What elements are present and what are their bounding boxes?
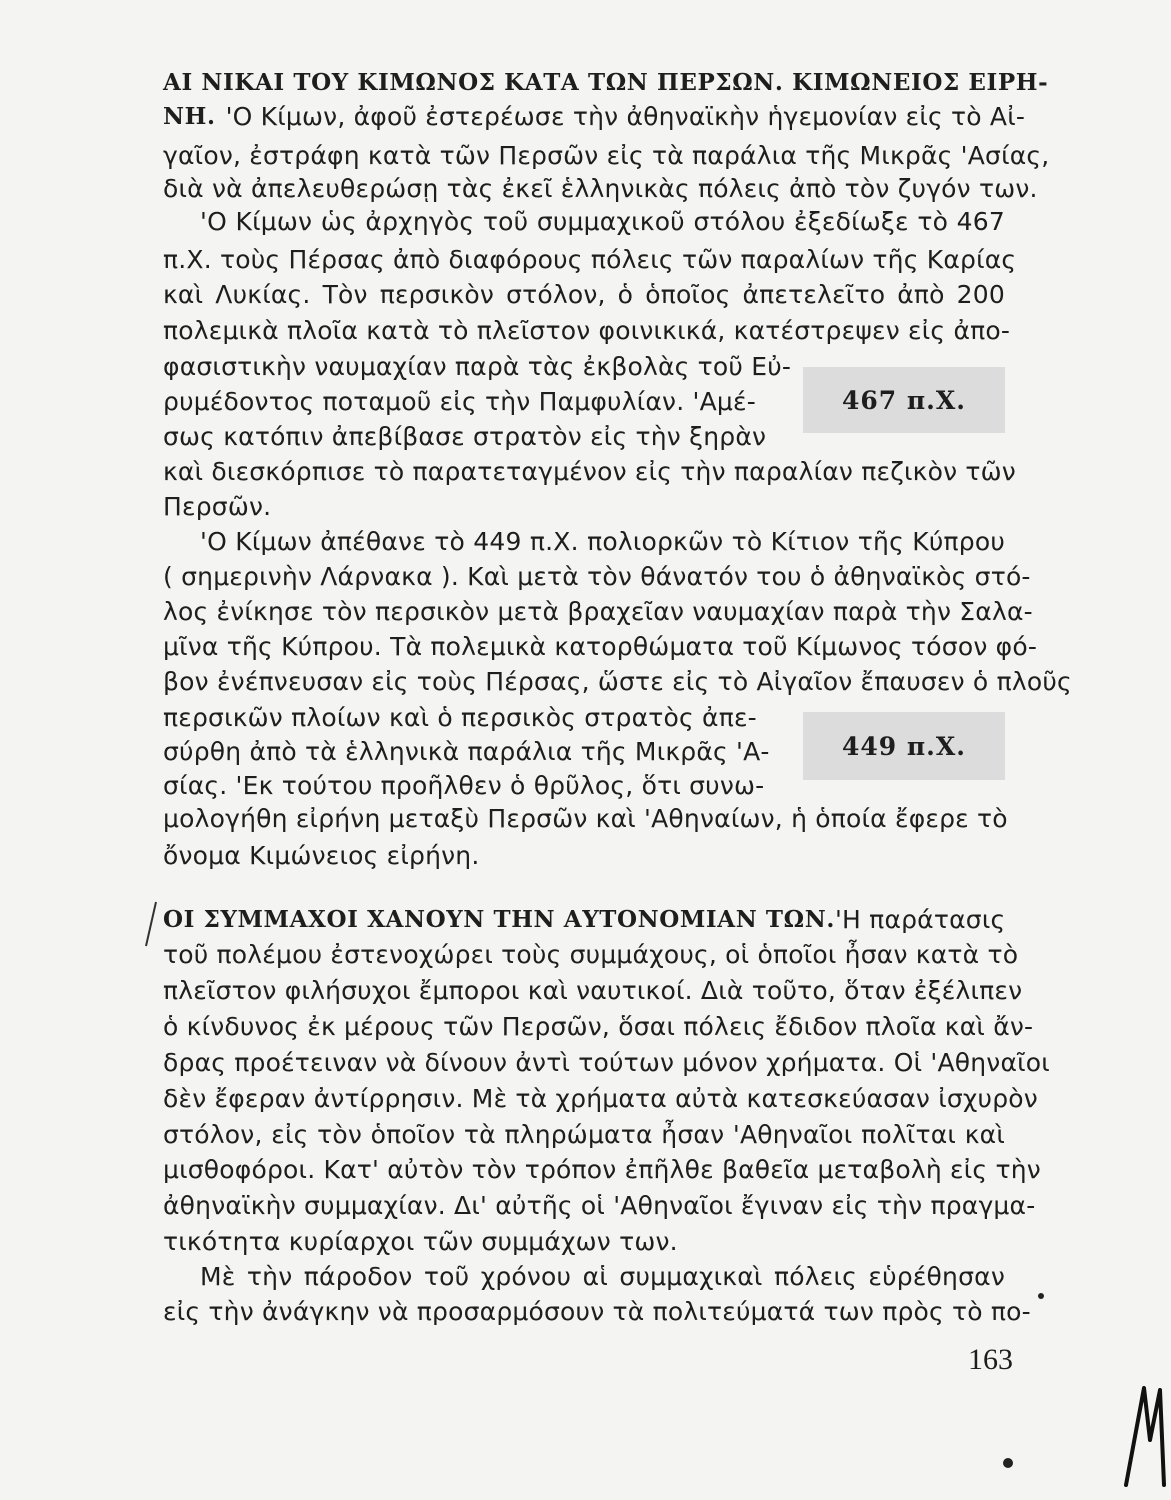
text-line: εἰς τὴν ἀνάγκην νὰ προσαρμόσουν τὰ πολιτεύματά των πρὸς τὸ πο- <box>163 1297 1031 1326</box>
text-line: Περσῶν. <box>163 492 272 521</box>
text-line: τοῦ πολέμου ἐστενοχώρει τοὺς συμμάχους, οἱ ὁποῖοι ἦσαν κατὰ τὸ <box>163 940 1019 969</box>
section-heading-1a: ΑΙ ΝΙΚΑΙ ΤΟΥ ΚΙΜΩΝΟΣ ΚΑΤΑ ΤΩΝ ΠΕΡΣΩΝ. ΚΙΜΩΝΕΙΟΣ ΕΙΡΗ- <box>163 69 1049 96</box>
text-line: καὶ διεσκόρπισε τὸ παρατεταγμένον εἰς τὴν παραλίαν πεζικὸν τῶν <box>163 457 1016 486</box>
page-number: 163 <box>968 1343 1013 1376</box>
text-line: δρας προέτειναν νὰ δίνουν ἀντὶ τούτων μόνον χρήματα. Οἱ 'Αθηναῖοι <box>163 1048 1050 1077</box>
text-line: μισθοφόροι. Κατ' αὐτὸν τὸν τρόπον ἐπῆλθε βαθεῖα μεταβολὴ εἰς τὴν <box>163 1155 1041 1184</box>
text-line: 'Η παράτασις <box>834 905 1006 934</box>
text-line: σίας. 'Εκ τούτου προῆλθεν ὁ θρῦλος, ὅτι συνω- <box>163 771 765 800</box>
text-line: τικότητα κυρίαρχοι τῶν συμμάχων των. <box>163 1227 678 1256</box>
text-line: πολεμικὰ πλοῖα κατὰ τὸ πλεῖστον φοινικικά, κατέστρεψεν εἰς ἀπο- <box>163 316 1011 345</box>
paragraph-line <box>163 905 1005 935</box>
text-line: βον ἐνέπνευσαν εἰς τοὺς Πέρσας, ὥστε εἰς τὸ Αἰγαῖον ἔπαυσεν ὁ πλοῦς <box>163 667 1072 696</box>
ink-dot-mark <box>1035 1290 1047 1302</box>
text-line: δὲν ἔφεραν ἀντίρρησιν. Μὲ τὰ χρήματα αὐτὰ κατεσκεύασαν ἰσχυρὸν <box>163 1084 1038 1113</box>
section-heading-1b: ΝΗ. <box>163 103 216 130</box>
text-line: ὄνομα Κιμώνειος εἰρήνη. <box>163 841 480 870</box>
text-line: ( σημερινὴν Λάρνακα ). Καὶ μετὰ τὸν θάνατόν του ὁ ἀθηναϊκὸς στό- <box>163 562 1031 591</box>
text-line: γαῖον, ἐστράφη κατὰ τῶν Περσῶν εἰς τὰ παράλια τῆς Μικρᾶς 'Ασίας, <box>163 141 1050 170</box>
text-line: μολογήθη εἰρήνη μεταξὺ Περσῶν καὶ 'Αθηναίων, ἡ ὁποία ἔφερε τὸ <box>163 804 1008 833</box>
text-line: 'Ο Κίμων ἀπέθανε τὸ 449 π.Χ. πολιορκῶν τὸ Κίτιον τῆς Κύπρου <box>200 527 1005 556</box>
ink-dot-mark <box>1000 1455 1016 1471</box>
text-line: πλεῖστον φιλήσυχοι ἔμποροι καὶ ναυτικοί. Διὰ τοῦτο, ὅταν ἐξέλιπεν <box>163 976 1023 1005</box>
margin-date-box: 449 π.Χ. <box>803 712 1005 780</box>
text-line: καὶ Λυκίας. Τὸν περσικὸν στόλον, ὁ ὁποῖος ἀπετελεῖτο ἀπὸ 200 <box>163 280 1005 309</box>
margin-date-box: 467 π.Χ. <box>803 367 1005 433</box>
text-line: ρυμέδοντος ποταμοῦ εἰς τὴν Παμφυλίαν. 'Αμέ- <box>163 387 756 416</box>
text-line: Μὲ τὴν πάροδον τοῦ χρόνου αἱ συμμαχικαὶ πόλεις εὑρέθησαν <box>200 1262 1005 1291</box>
text-line: περσικῶν πλοίων καὶ ὁ περσικὸς στρατὸς ἀπε- <box>163 703 757 732</box>
text-line: ὁ κίνδυνος ἐκ μέρους τῶν Περσῶν, ὅσαι πόλεις ἔδιδον πλοῖα καὶ ἄν- <box>163 1012 1034 1041</box>
text-line: 'Ο Κίμων ὡς ἀρχηγὸς τοῦ συμμαχικοῦ στόλου ἐξεδίωξε τὸ 467 <box>200 207 1005 236</box>
text-line: διὰ νὰ ἀπελευθερώσῃ τὰς ἐκεῖ ἑλληνικὰς πόλεις ἀπὸ τὸν ζυγόν των. <box>163 174 1038 203</box>
text-line: σύρθη ἀπὸ τὰ ἑλληνικὰ παράλια τῆς Μικρᾶς 'Α- <box>163 737 770 766</box>
text-line: ἀθηναϊκὴν συμμαχίαν. Δι' αὐτῆς οἱ 'Αθηναῖοι ἔγιναν εἰς τὴν πραγμα- <box>163 1191 1036 1220</box>
text-line: λος ἐνίκησε τὸν περσικὸν μετὰ βραχεῖαν ναυμαχίαν παρὰ τὴν Σαλα- <box>163 597 1033 626</box>
handwritten-scribble-mark <box>1120 1380 1171 1490</box>
text-line: στόλον, εἰς τὸν ὁποῖον τὰ πληρώματα ἦσαν 'Αθηναῖοι πολῖται καὶ <box>163 1120 1005 1149</box>
section-heading-2: ΟΙ ΣΥΜΜΑΧΟΙ ΧΑΝΟΥΝ ΤΗΝ ΑΥΤΟΝΟΜΙΑΝ ΤΩΝ. <box>163 906 835 933</box>
text-line: π.Χ. τοὺς Πέρσας ἀπὸ διαφόρους πόλεις τῶν παραλίων τῆς Καρίας <box>163 245 1017 274</box>
text-line: σως κατόπιν ἀπεβίβασε στρατὸν εἰς τὴν ξηρὰν <box>163 422 767 451</box>
text-line: 'Ο Κίμων, ἀφοῦ ἐστερέωσε τὴν ἀθηναϊκὴν ἡγεμονίαν εἰς τὸ Αἰ- <box>225 102 1026 131</box>
pencil-slash-mark <box>140 900 160 950</box>
text-line: μῖνα τῆς Κύπρου. Τὰ πολεμικὰ κατορθώματα τοῦ Κίμωνος τόσον φό- <box>163 632 1038 661</box>
paragraph-line <box>163 102 1026 132</box>
text-line: φασιστικὴν ναυμαχίαν παρὰ τὰς ἐκβολὰς τοῦ Εὐ- <box>163 352 792 381</box>
